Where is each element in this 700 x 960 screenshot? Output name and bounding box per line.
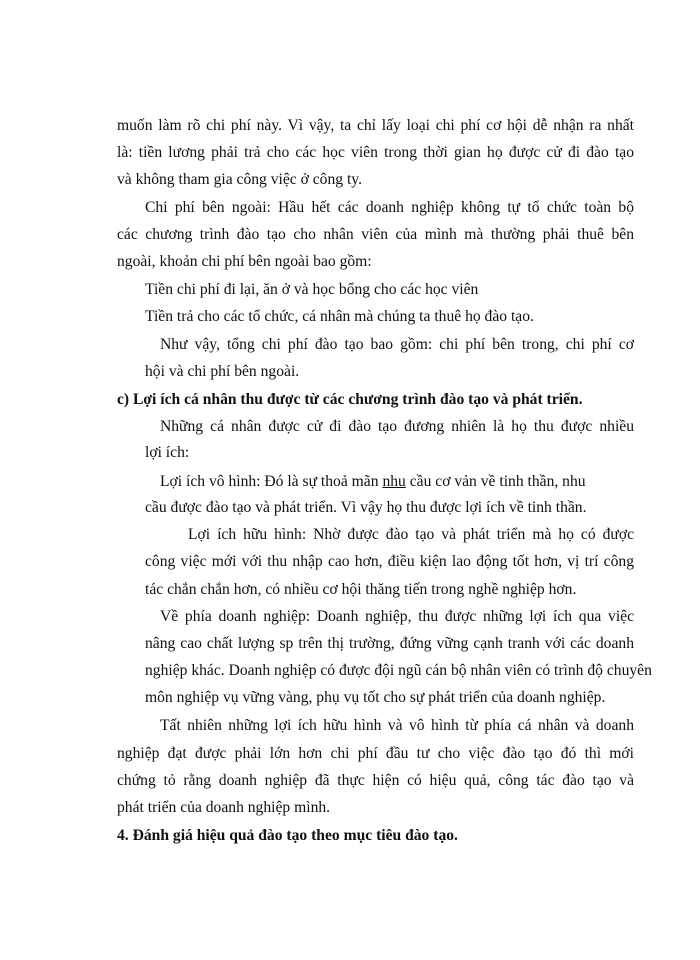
text-line: Chi phí bên ngoài: Hầu hết các doanh nghiệp không tự tổ chức toàn bộ <box>145 199 634 216</box>
section-heading: c) Lợi ích cá nhân thu được từ các chương trình đào tạo và phát triển. <box>117 391 583 408</box>
text-line: là: tiền lương phải trả cho các học viên trong thời gian họ được cử đi đào tạo <box>117 144 634 161</box>
text-line: cầu được đào tạo và phát triển. Vì vậy họ thu được lợi ích về tinh thần. <box>145 499 587 516</box>
text-segment: cầu cơ vản về tinh thần, nhu <box>409 473 586 490</box>
text-segment: Lợi ích vô hình: Đó là sự thoả mãn <box>160 473 379 490</box>
text-line: Tiền trả cho các tổ chức, cá nhân mà chúng ta thuê họ đào tạo. <box>145 308 534 325</box>
text-line: Lợi ích hữu hình: Nhờ được đào tạo và phát triển mà họ có được <box>188 526 634 543</box>
text-line: Về phía doanh nghiệp: Doanh nghiệp, thu được những lợi ích qua việc <box>160 608 634 625</box>
text-line: Như vậy, tổng chi phí đào tạo bao gồm: chi phí bên trong, chi phí cơ <box>160 336 634 353</box>
text-line: tác chắn chắn hơn, có nhiều cơ hội thăng tiến trong nghề nghiệp hơn. <box>145 581 577 598</box>
text-line: hội và chi phí bên ngoài. <box>145 363 300 380</box>
text-line: chứng tỏ rằng doanh nghiệp đã thực hiện có hiệu quả, công tác đào tạo và <box>117 772 634 789</box>
text-line: nghiệp khác. Doanh nghiệp có được đội ngũ cán bộ nhân viên có trình độ chuyên <box>145 662 652 679</box>
text-line: phát triển của doanh nghiệp mình. <box>117 799 331 816</box>
section-heading: 4. Đánh giá hiệu quả đào tạo theo mục tiêu đào tạo. <box>117 827 458 844</box>
text-line: muốn làm rõ chi phí này. Vì vậy, ta chỉ lấy loại chi phí cơ hội dễ nhận ra nhất <box>117 117 634 134</box>
underlined-word: nhu <box>382 473 406 490</box>
text-line: nâng cao chất lượng sp trên thị trường, đứng vững cạnh tranh với các doanh <box>145 635 634 652</box>
text-line <box>160 472 586 492</box>
text-line: môn nghiệp vụ vững vàng, phụ vụ tốt cho sự phát triển của doanh nghiệp. <box>145 689 606 706</box>
text-line: lợi ích: <box>145 444 190 461</box>
text-line: Tất nhiên những lợi ích hữu hình và vô hình từ phía cá nhân và doanh <box>160 717 634 734</box>
text-line: ngoài, khoản chi phí bên ngoài bao gồm: <box>117 253 372 270</box>
text-line: các chương trình đào tạo cho nhân viên của mình mà thường phải thuê bên <box>117 226 634 243</box>
text-line: công việc mới với thu nhập cao hơn, điều kiện lao động tốt hơn, vị trí công <box>145 553 634 570</box>
text-line: và không tham gia công việc ở công ty. <box>117 171 362 188</box>
text-line: Những cá nhân được cử đi đào tạo đương nhiên là họ thu được nhiều <box>160 418 634 435</box>
text-line: Tiền chi phí đi lại, ăn ở và học bổng cho các học viên <box>145 281 479 298</box>
text-line: nghiệp đạt được phải lớn hơn chi phí đầu tư cho việc đào tạo đó thì mới <box>117 745 634 762</box>
